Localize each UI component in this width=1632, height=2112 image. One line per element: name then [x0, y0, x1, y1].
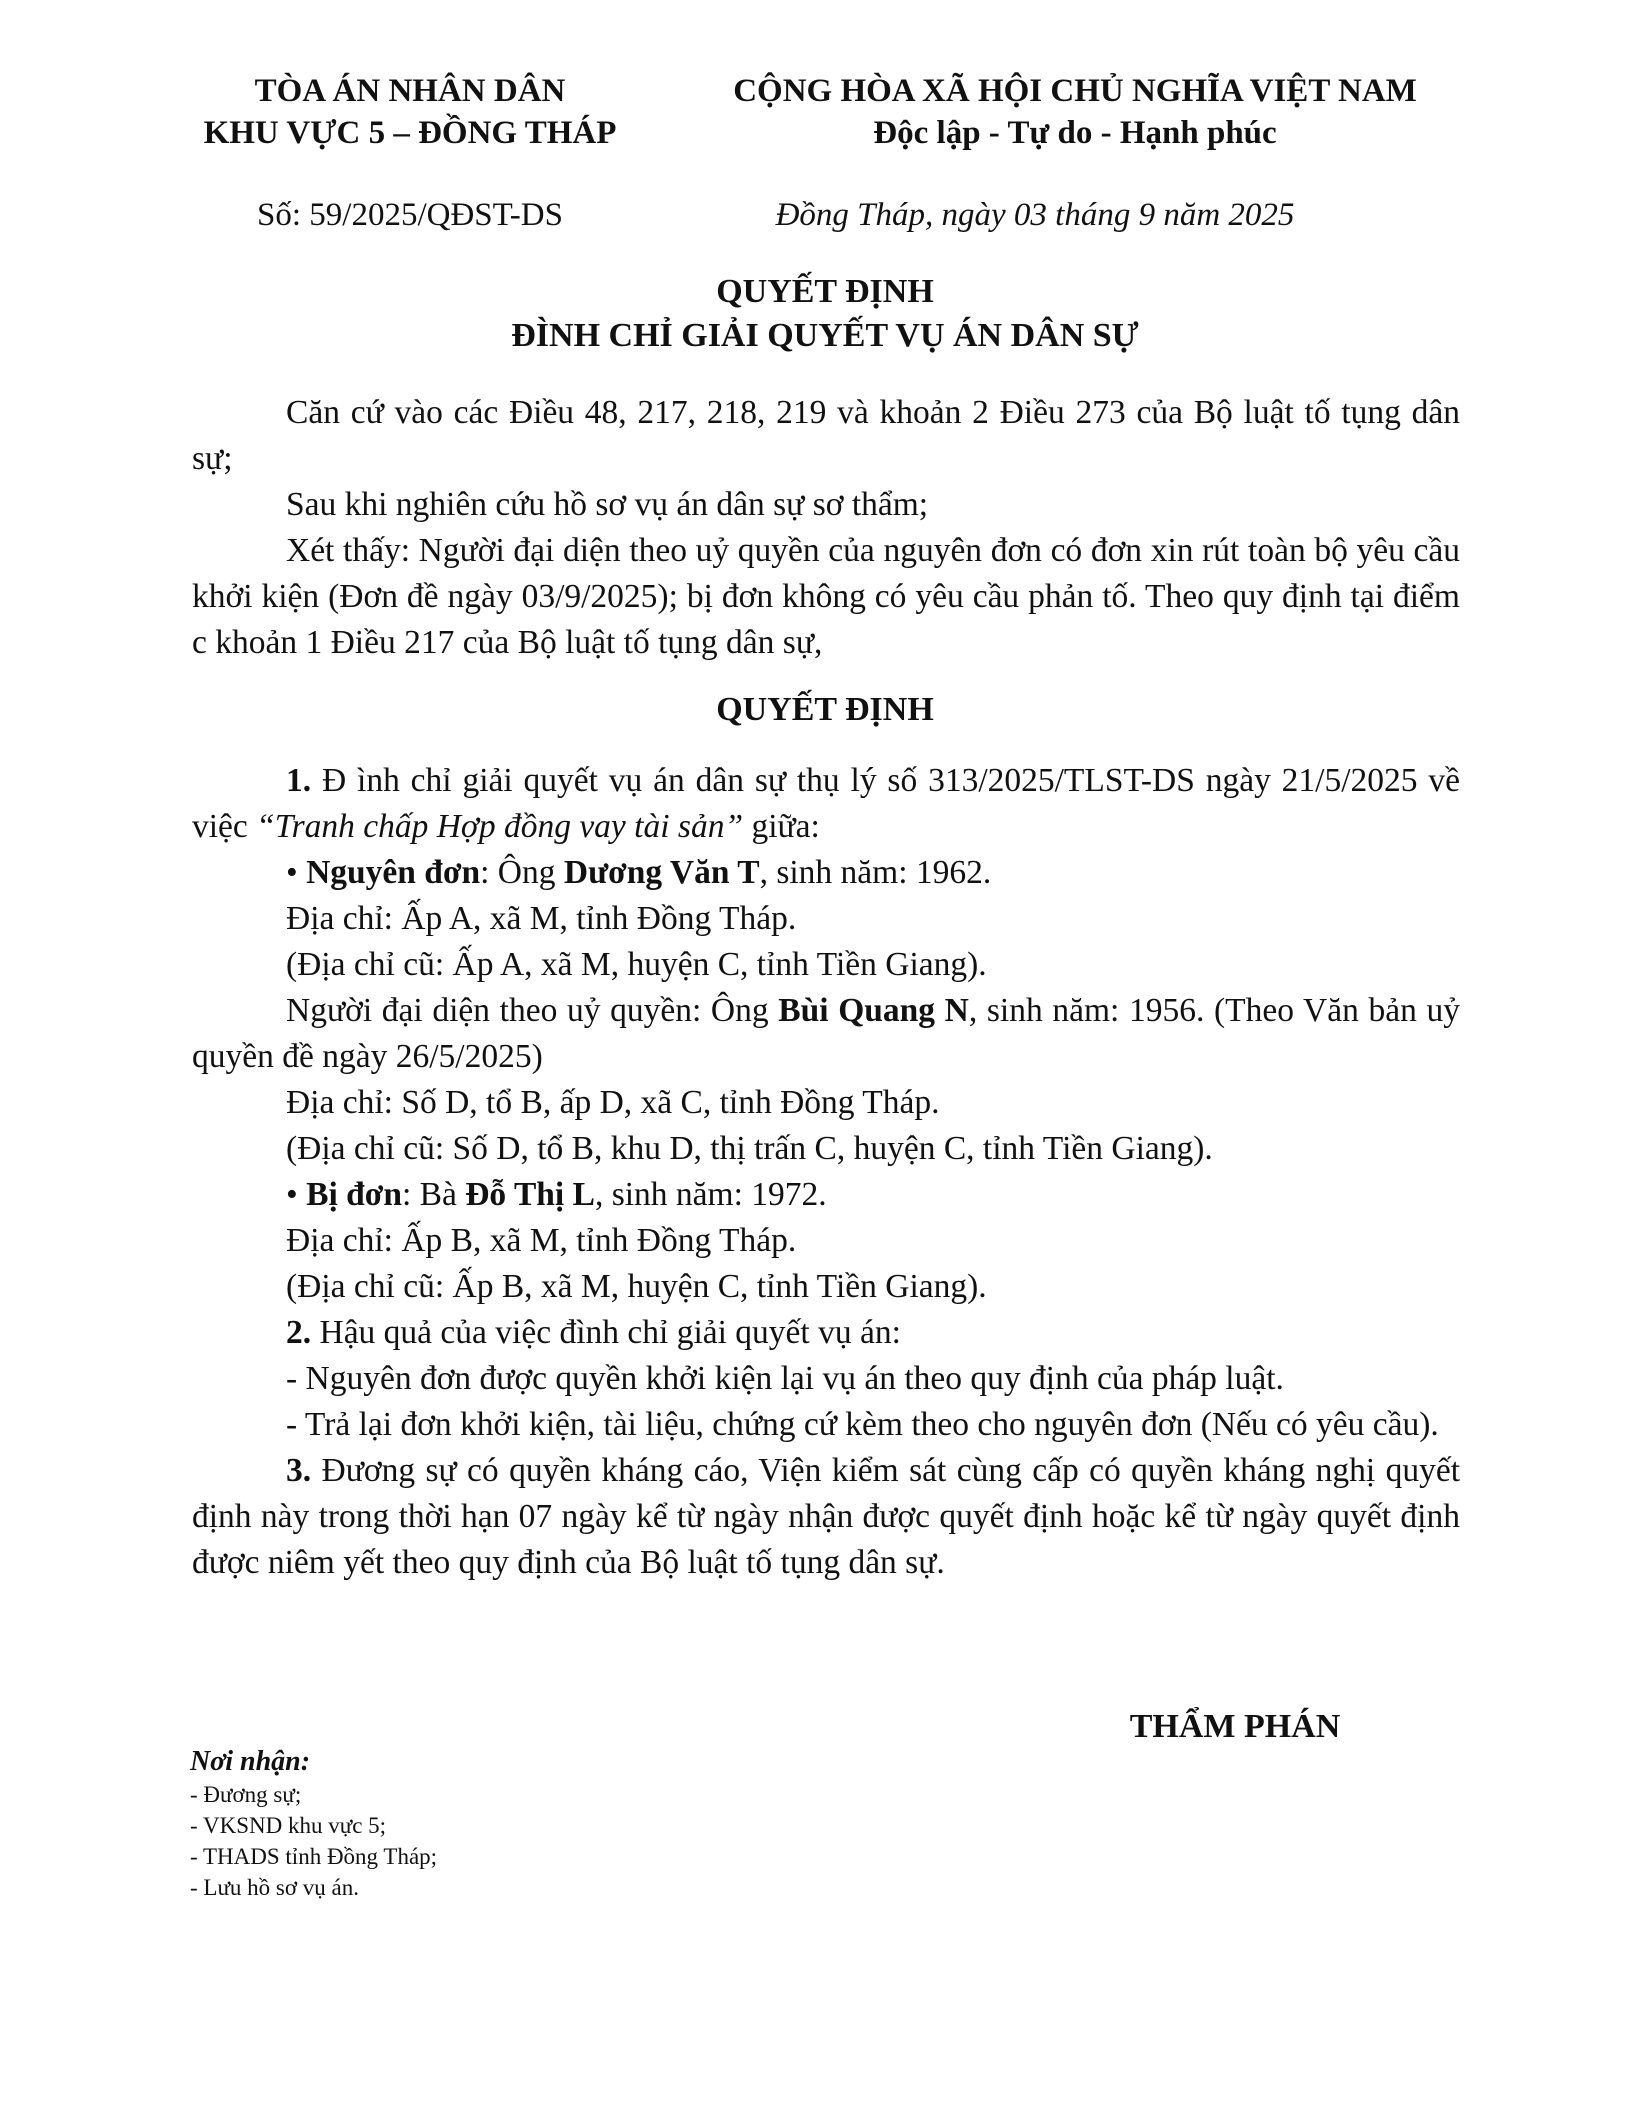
representative-details: , sinh năm: 1956. (Theo Văn bản uỷ quyền đề ngày 26/5/2025): [192, 992, 1460, 1075]
country-name: CỘNG HÒA XÃ HỘI CHỦ NGHĨA VIỆT NAM: [733, 73, 1417, 109]
recipient-item: - Đương sự;: [190, 1782, 302, 1807]
preamble: [192, 390, 1460, 666]
plaintiff-address: Địa chỉ: Ấp A, xã M, tỉnh Đồng Tháp.: [286, 900, 797, 937]
item-text-end: giữa:: [743, 808, 820, 845]
item-number: 1.: [286, 762, 312, 799]
defendant-prefix: : Bà: [401, 1176, 466, 1213]
case-title: “Tranh chấp Hợp đồng vay tài sản”: [256, 808, 744, 845]
judge-signature-title: THẨM PHÁN: [1129, 1708, 1341, 1745]
decision-item-3: [192, 1448, 1460, 1586]
plaintiff-label: Nguyên đơn: [306, 854, 481, 891]
court-name: TÒA ÁN NHÂN DÂN: [254, 73, 566, 109]
court-region: KHU VỰC 5 – ĐỒNG THÁP: [203, 115, 617, 151]
recipients-block: [190, 1745, 690, 1903]
bullet: •: [286, 854, 307, 891]
place-and-date: Đồng Tháp, ngày 03 tháng 9 năm 2025: [775, 197, 1295, 233]
bullet: •: [286, 1176, 307, 1213]
item-text: Đ ình chỉ giải quyết vụ án dân sự thụ lý số 313/2025/TLST-DS ngày 21/5/2025 về việc: [192, 762, 1460, 845]
defendant-address: Địa chỉ: Ấp B, xã M, tỉnh Đồng Tháp.: [286, 1222, 797, 1259]
document-number: Số: 59/2025/QĐST-DS: [257, 197, 563, 233]
decision-item-2: [192, 1310, 1460, 1356]
defendant-old-address: (Địa chỉ cũ: Ấp B, xã M, huyện C, tỉnh Tiền Giang).: [286, 1268, 987, 1305]
plaintiff-prefix: : Ông: [480, 854, 564, 891]
review-statement: Sau khi nghiên cứu hồ sơ vụ án dân sự sơ thẩm;: [286, 486, 929, 523]
item-number: 3.: [286, 1452, 312, 1489]
national-header: [690, 70, 1460, 154]
plaintiff-name: Dương Văn T: [563, 854, 760, 891]
item-text: Đương sự có quyền kháng cáo, Viện kiểm sát cùng cấp có quyền kháng nghị quyết định này trong thời hạn 07 ngày kể từ ngày nhận được quyết định hoặc kể từ ngày quyết định được niêm yết theo quy định của Bộ luật tố tụng dân sự.: [192, 1452, 1460, 1581]
item-number: 2.: [286, 1314, 312, 1351]
defendant-name: Đỗ Thị L: [465, 1176, 595, 1213]
plaintiff-line: [192, 850, 1460, 896]
document-subtitle: ĐÌNH CHỈ GIẢI QUYẾT VỤ ÁN DÂN SỰ: [511, 317, 1139, 354]
findings: Xét thấy: Người đại diện theo uỷ quyền của nguyên đơn có đơn xin rút toàn bộ yêu cầu khởi kiện (Đơn đề ngày 03/9/2025); bị đơn không có yêu cầu phản tố. Theo quy định tại điểm c khoản 1 Điều 217 của Bộ luật tố tụng dân sự,: [192, 532, 1460, 661]
recipients-title: Nơi nhận:: [190, 1746, 311, 1777]
defendant-label: Bị đơn: [306, 1176, 402, 1213]
representative-old-address: (Địa chỉ cũ: Số D, tổ B, khu D, thị trấn C, huyện C, tỉnh Tiền Giang).: [286, 1130, 1213, 1167]
recipient-item: - THADS tỉnh Đồng Tháp;: [190, 1844, 438, 1869]
consequence-2: - Trả lại đơn khởi kiện, tài liệu, chứng cứ kèm theo cho nguyên đơn (Nếu có yêu cầu).: [286, 1406, 1439, 1443]
defendant-birth: , sinh năm: 1972.: [594, 1176, 827, 1213]
consequence-1: - Nguyên đơn được quyền khởi kiện lại vụ án theo quy định của pháp luật.: [286, 1360, 1284, 1397]
representative-prefix: Người đại diện theo uỷ quyền: Ông: [286, 992, 779, 1029]
item-text: Hậu quả của việc đình chỉ giải quyết vụ án:: [311, 1314, 901, 1351]
legal-basis: Căn cứ vào các Điều 48, 217, 218, 219 và khoản 2 Điều 273 của Bộ luật tố tụng dân sự;: [192, 394, 1460, 477]
representative-name: Bùi Quang N: [778, 992, 969, 1029]
recipient-item: - Lưu hồ sơ vụ án.: [190, 1875, 359, 1900]
recipient-item: - VKSND khu vực 5;: [190, 1813, 387, 1838]
decision-body: [192, 758, 1460, 1586]
plaintiff-birth: , sinh năm: 1962.: [759, 854, 992, 891]
national-motto: Độc lập - Tự do - Hạnh phúc: [873, 115, 1277, 151]
representative-address: Địa chỉ: Số D, tổ B, ấp D, xã C, tỉnh Đồng Tháp.: [286, 1084, 940, 1121]
decision-item-1: [192, 758, 1460, 850]
defendant-line: [192, 1172, 1460, 1218]
court-header: [180, 70, 640, 154]
representative-line: [192, 988, 1460, 1080]
document-title: QUYẾT ĐỊNH: [716, 273, 934, 310]
plaintiff-old-address: (Địa chỉ cũ: Ấp A, xã M, huyện C, tỉnh Tiền Giang).: [286, 946, 987, 983]
decision-heading: QUYẾT ĐỊNH: [716, 691, 934, 728]
